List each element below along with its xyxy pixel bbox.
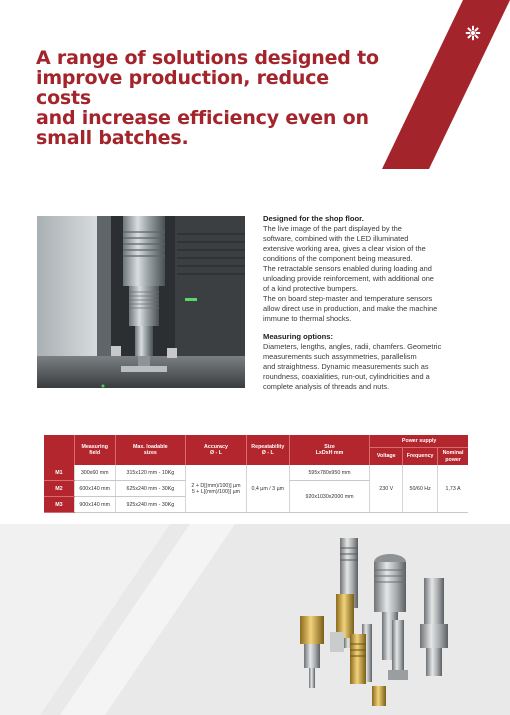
star-burst-logo-icon <box>464 24 482 42</box>
paragraph-line: unloading provide reinforcement, with additional one <box>263 274 434 283</box>
machined-parts-illustration <box>0 524 510 715</box>
paragraph-line: measurements such assymmetries, parallelism <box>263 352 417 361</box>
size-cell: 595x780x950 mm <box>289 465 370 481</box>
voltage-cell: 230 V <box>370 465 403 513</box>
header-nominal-power: Nominal power <box>438 448 468 466</box>
header-accuracy: Accuracy Ø - L <box>186 435 247 465</box>
paragraph-line: Diameters, lengths, angles, radii, chamfers. Geometric <box>263 342 442 351</box>
size-cell: 920x1030x2000 mm <box>289 481 370 513</box>
paragraph-line: The retractable sensors enabled during loading and <box>263 264 432 273</box>
page-title <box>36 48 386 148</box>
model-cell: M3 <box>44 497 74 513</box>
table-row <box>44 465 468 481</box>
field-cell: 600x140 mm <box>74 481 115 497</box>
paragraph-line: The live image of the part displayed by the <box>263 224 402 233</box>
paragraph-line: conditions of the component being measured. <box>263 254 413 263</box>
header-voltage: Voltage <box>370 448 403 466</box>
header-blank <box>44 435 74 465</box>
header-max-loadable: Max. loadable sizes <box>115 435 186 465</box>
sizes-cell: 925x240 mm - 30Kg <box>115 497 186 513</box>
paragraph-line: extensive working area, gives a clear vision of the <box>263 244 426 253</box>
field-cell: 900x140 mm <box>74 497 115 513</box>
field-cell: 300x60 mm <box>74 465 115 481</box>
paragraph-line: and straightness. Dynamic measurements such as <box>263 362 429 371</box>
paragraph-line: software, combined with the LED illuminated <box>263 234 409 243</box>
header-measuring-field: Measuring field <box>74 435 115 465</box>
header-size: Size LxDxH mm <box>289 435 370 465</box>
repeatability-cell: 0,4 µm / 3 µm <box>246 465 289 513</box>
header-power-supply: Power supply <box>370 435 468 448</box>
table-header-row <box>44 435 468 448</box>
header-frequency: Frequency <box>403 448 438 466</box>
title-line: improve production, reduce costs <box>36 67 329 109</box>
paragraph-line: of a kind protective bumpers. <box>263 284 358 293</box>
model-cell: M1 <box>44 465 74 481</box>
machine-photo <box>37 216 245 388</box>
spec-table <box>44 435 468 513</box>
nominal-power-cell: 1,73 A <box>438 465 468 513</box>
section-heading-shop-floor: Designed for the shop floor. <box>263 214 364 223</box>
paragraph-line: immune to thermal shocks. <box>263 314 352 323</box>
paragraph-line: roundness, coaxialities, run-out, cylindricities and a <box>263 372 430 381</box>
title-line: A range of solutions designed to <box>36 47 379 69</box>
header-repeatability: Repeatability Ø - L <box>246 435 289 465</box>
paragraph-line: The on board step-master and temperature sensors <box>263 294 433 303</box>
frequency-cell: 50/60 Hz <box>403 465 438 513</box>
section-heading-measuring-options: Measuring options: <box>263 332 334 341</box>
accuracy-cell: 2 + D[(mm)/100)] µm 5 + L[(mm)/100)] µm <box>186 465 247 513</box>
paragraph-line: complete analysis of threads and nuts. <box>263 382 390 391</box>
title-line: small batches. <box>36 127 189 149</box>
sizes-cell: 625x240 mm - 30Kg <box>115 481 186 497</box>
sizes-cell: 315x120 mm - 10Kg <box>115 465 186 481</box>
paragraph-line: allow direct use in production, and make the machine <box>263 304 438 313</box>
model-cell: M2 <box>44 481 74 497</box>
parts-image-band <box>0 524 510 715</box>
description-column <box>263 214 468 392</box>
title-line: and increase efficiency even on <box>36 107 369 129</box>
